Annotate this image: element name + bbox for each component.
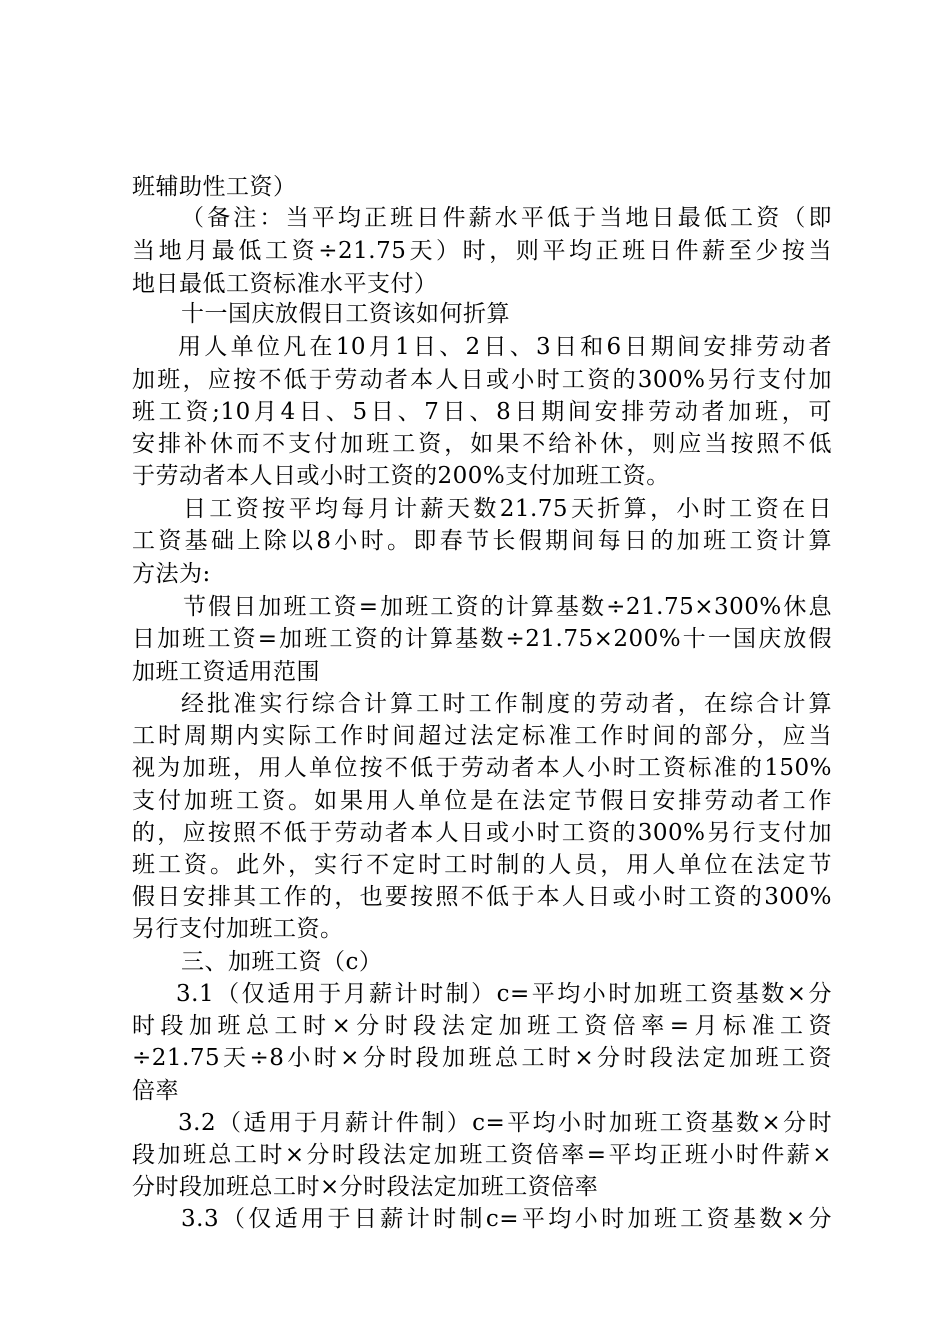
text-line: 时段加班总工时×分时段法定加班工资倍率=月标准工资 — [132, 1013, 832, 1039]
text-line: 加班工资适用范围 — [132, 659, 320, 685]
text-line: 的，应按照不低于劳动者本人日或小时工资的300%另行支付加 — [132, 820, 832, 846]
text-line: 3.3（仅适用于日薪计时制c=平均小时加班工资基数×分 — [181, 1206, 832, 1232]
text-line: 工资基础上除以8小时。即春节长假期间每日的加班工资计算 — [132, 528, 832, 554]
text-line: 地日最低工资标准水平支付） — [132, 271, 438, 297]
text-line: 日加班工资=加班工资的计算基数÷21.75×200%十一国庆放假 — [132, 626, 832, 652]
text-line: 加班，应按不低于劳动者本人日或小时工资的300%另行支付加 — [132, 367, 832, 393]
text-line: 班辅助性工资） — [132, 174, 297, 200]
text-line: 方法为: — [132, 561, 211, 587]
text-line: 节假日加班工资=加班工资的计算基数÷21.75×300%休息 — [183, 594, 832, 620]
text-line: 用人单位凡在10月1日、2日、3日和6日期间安排劳动者 — [178, 334, 832, 360]
text-line: 经批准实行综合计算工时工作制度的劳动者，在综合计算 — [181, 691, 832, 717]
text-line: 班工资。此外，实行不定时工时制的人员，用人单位在法定节 — [132, 852, 832, 878]
text-line: 分时段加班总工时×分时段法定加班工资倍率 — [132, 1174, 599, 1200]
text-line: 支付加班工资。如果用人单位是在法定节假日安排劳动者工作 — [132, 788, 832, 814]
text-line: 段加班总工时×分时段法定加班工资倍率=平均正班小时件薪× — [132, 1142, 832, 1168]
section-heading: 十一国庆放假日工资该如何折算 — [181, 301, 510, 327]
section-heading: 三、加班工资（c） — [181, 949, 383, 975]
text-line: （备注：当平均正班日件薪水平低于当地日最低工资（即 — [181, 205, 832, 231]
text-line: 当地月最低工资÷21.75天）时，则平均正班日件薪至少按当 — [132, 238, 832, 264]
text-line: ÷21.75天÷8小时×分时段加班总工时×分时段法定加班工资 — [132, 1045, 832, 1071]
text-line: 于劳动者本人日或小时工资的200%支付加班工资。 — [132, 463, 670, 489]
text-line: 视为加班，用人单位按不低于劳动者本人小时工资标准的150% — [132, 755, 832, 781]
text-line: 3.2（适用于月薪计件制）c=平均小时加班工资基数×分时 — [178, 1110, 832, 1136]
text-line: 另行支付加班工资。 — [132, 916, 344, 942]
text-line: 工时周期内实际工作时间超过法定标准工作时间的部分，应当 — [132, 723, 832, 749]
text-line: 假日安排其工作的，也要按照不低于本人日或小时工资的300% — [132, 884, 832, 910]
text-line: 安排补休而不支付加班工资，如果不给补休，则应当按照不低 — [132, 431, 832, 457]
text-line: 班工资;10月4日、5日、7日、8日期间安排劳动者加班，可 — [132, 399, 832, 425]
text-line: 3.1（仅适用于月薪计时制）c=平均小时加班工资基数×分 — [176, 981, 832, 1007]
text-line: 日工资按平均每月计薪天数21.75天折算，小时工资在日 — [183, 496, 832, 522]
text-line: 倍率 — [132, 1078, 179, 1104]
